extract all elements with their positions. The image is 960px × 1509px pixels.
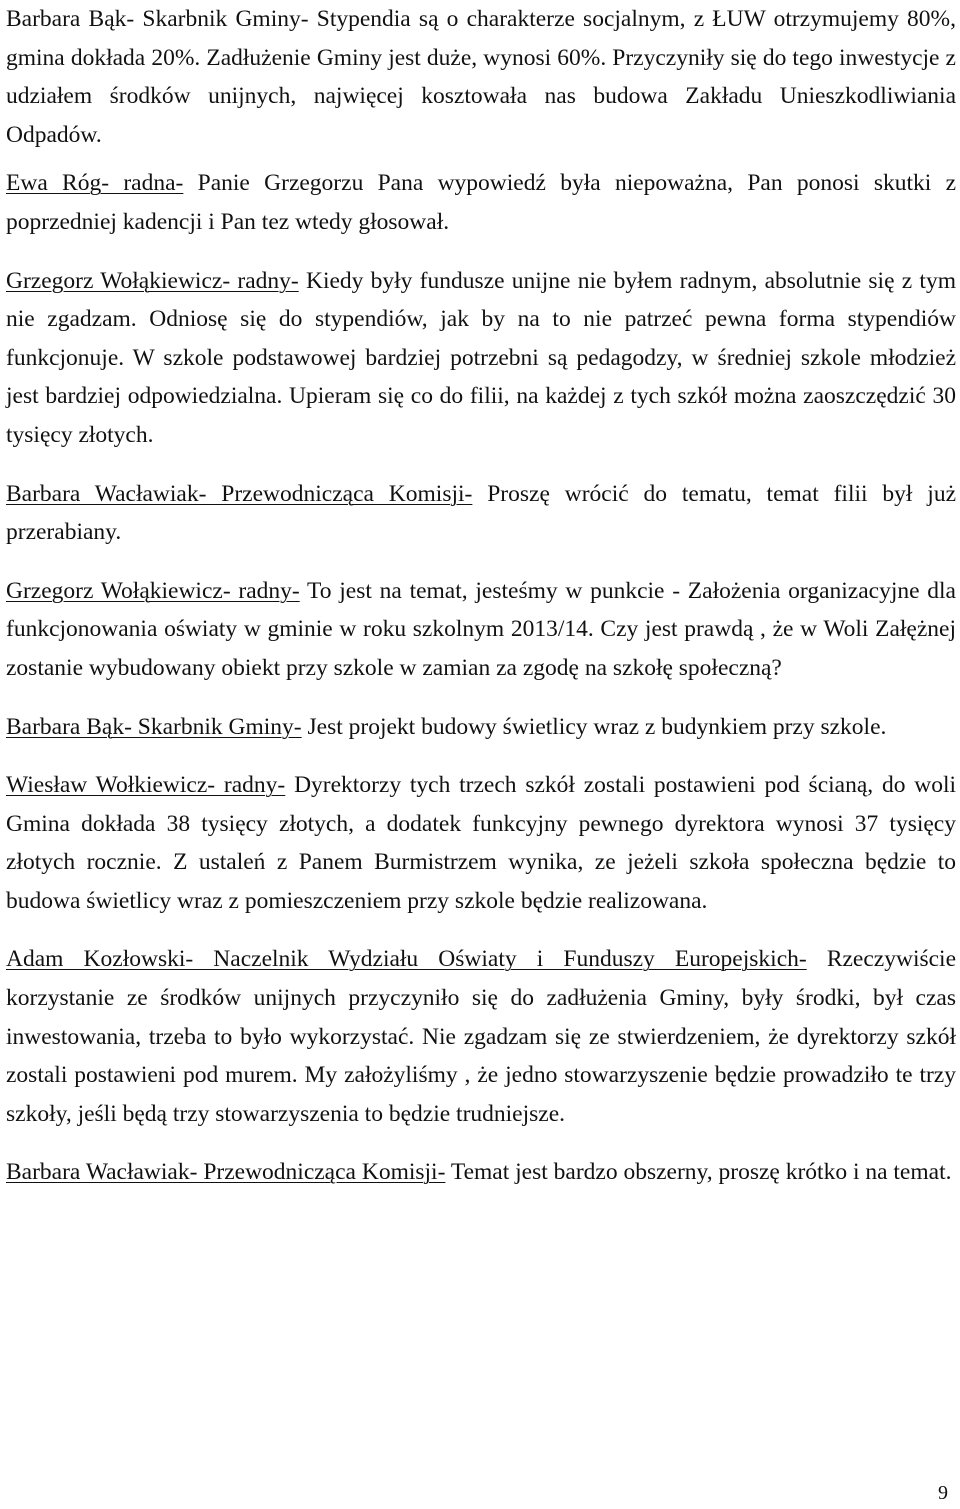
statement-text: Rzeczywiście korzystanie ze środków unijnych przyczyniło się do zadłużenia Gminy, były środki, był czas inwestowania, trzeba to było wykorzystać. Nie zgadzam się ze stwierdzeniem, że dyrektorzy szkół zostali postawieni pod murem. My założyliśmy , że jedno stowarzyszenie będzie prowadziło te trzy szkoły, jeśli będą trzy stowarzyszenia to będzie trudniejsze. (6, 946, 957, 1127)
paragraph-3 (6, 262, 956, 455)
speaker-name: Adam Kozłowski- Naczelnik Wydziału Oświaty i Funduszy Europejskich- (6, 946, 807, 973)
speaker-name: Barbara Wacławiak- Przewodnicząca Komisji- (6, 480, 473, 507)
paragraph-6 (6, 708, 956, 747)
speaker-name: Barbara Bąk- Skarbnik Gminy- (6, 713, 302, 740)
speaker-name: Ewa Róg- radna- (6, 170, 184, 197)
statement-text: Kiedy były fundusze unijne nie byłem radnym, absolutnie się z tym nie zgadzam. Odniosę się do stypendiów, jak by na to nie patrzeć pewna forma stypendiów funkcjonuje. W szkole podstawowej bardziej potrzebni są pedagodzy, w średniej szkole młodzież jest bardziej odpowiedzialna. Upieram się co do filii, na każdej z tych szkół można zaoszczędzić 30 tysięcy złotych. (6, 267, 956, 448)
statement-text: Jest projekt budowy świetlicy wraz z budynkiem przy szkole. (307, 713, 887, 740)
paragraph-8 (6, 940, 956, 1133)
speaker-name: Barbara Bąk- Skarbnik Gminy- (6, 6, 309, 32)
statement-text: Proszę wrócić do tematu, temat filii był już przerabiany. (6, 480, 956, 546)
paragraph-1 (6, 0, 956, 154)
paragraph-5 (6, 572, 956, 688)
page-number: 9 (938, 1482, 948, 1504)
statement-text: Panie Grzegorzu Pana wypowiedź była niepoważna, Pan ponosi skutki z poprzedniej kadencji i Pan tez wtedy głosował. (6, 170, 957, 235)
paragraph-4 (6, 475, 956, 552)
statement-text: Dyrektorzy tych trzech szkół zostali postawieni pod ścianą, do woli Gmina dokłada 38 tysięcy złotych, a dodatek funkcyjny pewnego dyrektora wynosi 37 tysięcy złotych rocznie. Z ustaleń z Panem Burmistrzem wynika, ze jeżeli szkoła społeczna będzie to budowa świetlicy wraz z pomieszczeniem przy szkole będzie realizowana. (6, 772, 957, 914)
paragraph-7 (6, 766, 956, 920)
statement-text: To jest na temat, jesteśmy w punkcie - Założenia organizacyjne dla funkcjonowania oświaty w gminie w roku szkolnym 2013/14. Czy jest prawdą , że w Woli Załężnej zostanie wybudowany obiekt przy szkole w zamian za zgodę na szkołę społeczną? (6, 577, 956, 681)
document-page (6, 0, 956, 1212)
speaker-name: Grzegorz Wołąkiewicz- radny- (6, 577, 300, 604)
statement-text: Temat jest bardzo obszerny, proszę krótko i na temat. (450, 1159, 952, 1186)
paragraph-9 (6, 1153, 956, 1192)
speaker-name: Grzegorz Wołąkiewicz- radny- (6, 267, 299, 294)
speaker-name: Barbara Wacławiak- Przewodnicząca Komisji- (6, 1159, 446, 1186)
statement-text: Stypendia są o charakterze socjalnym, z ŁUW otrzymujemy 80%, gmina dokłada 20%. Zadłużenie Gminy jest duże, wynosi 60%. Przyczyniły się do tego inwestycje z udziałem środków unijnych, najwięcej kosztowała nas budowa Zakładu Unieszkodliwiania Odpadów. (6, 6, 957, 148)
paragraph-2 (6, 164, 956, 241)
speaker-name: Wiesław Wołkiewicz- radny- (6, 772, 286, 799)
